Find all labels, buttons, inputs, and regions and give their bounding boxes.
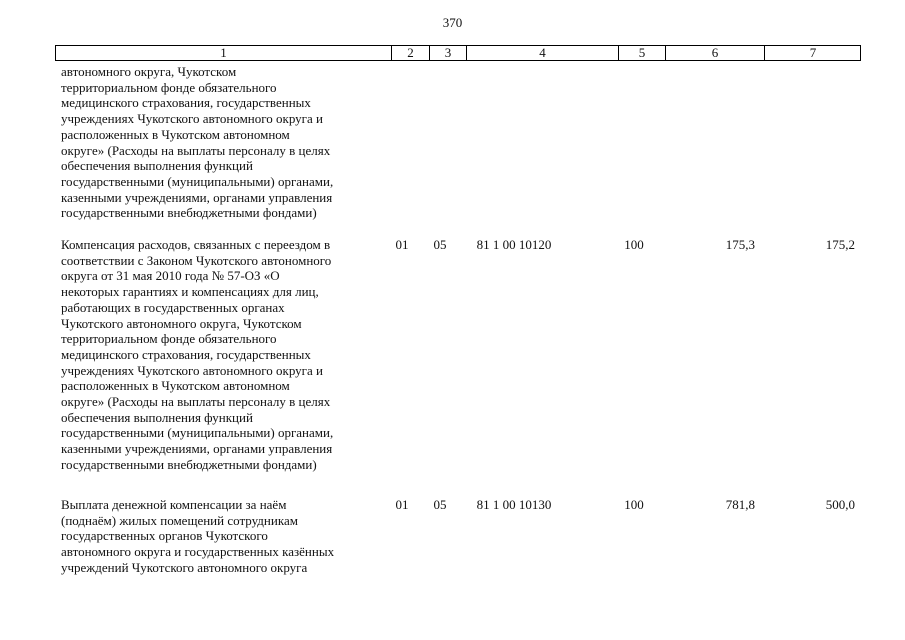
header-col-1: 1 [220,45,227,60]
row-description: Компенсация расходов, связанных с переездом в соответствии с Законом Чукотского автономного округа от 31 мая 2010 года № 57-ОЗ «О некоторых гарантиях и компенсациях для лиц, работающих в государственных органах Чукотского автономного округа, Чукотском территориальном фонде обязательного медицинского страхования, государственных учреждениях Чукотского автономного округа и расположенных в Чукотском автономном округe» (Расходы на выплаты персоналу в целях обеспечения выполнения функций государственными (муниципальными) органами, казенными учреждениями, органами управления государственными внебюджетными фондами) [61,237,334,472]
row-col5-value: 100 [624,237,644,252]
row-col5-value: 100 [624,497,644,512]
continuation-description: автономного округа, Чукотском территориальном фонде обязательного медицинского страхования, государственных учреждениях Чукотского автономного округа и расположенных в Чукотском автономном округe» (Расходы на выплаты персоналу в целях обеспечения выполнения функций государственными (муниципальными) органами, казенными учреждениями, органами управления государственными внебюджетными фондами) [61,64,334,221]
row-col7-value: 175,2 [825,237,855,252]
header-col-4: 4 [466,46,618,60]
row-col4-value: 81 1 00 10130 [476,497,552,512]
page-number: 370 [442,15,463,30]
row-col6-value: 175,3 [725,237,755,252]
row-col2-value: 01 [395,497,409,512]
row-col3-value: 05 [433,237,447,252]
row-description: Выплата денежной компенсации за наём (поднаём) жилых помещений сотрудникам государственных органов Чукотского автономного округа и государственных казённых учреждений Чукотского автономного округа [61,497,335,575]
row-col3-value: 05 [433,497,447,512]
row-col7-value: 500,0 [825,497,855,512]
row-col4-value: 81 1 00 10120 [476,237,552,252]
header-col-6: 6 [665,46,764,60]
table-header-row [55,45,861,61]
header-col-3: 3 [429,46,466,60]
row-col6-value: 781,8 [725,497,755,512]
header-col-7: 7 [764,46,861,60]
header-col-2: 2 [391,46,429,60]
header-col-5: 5 [618,46,665,60]
row-col2-value: 01 [395,237,409,252]
